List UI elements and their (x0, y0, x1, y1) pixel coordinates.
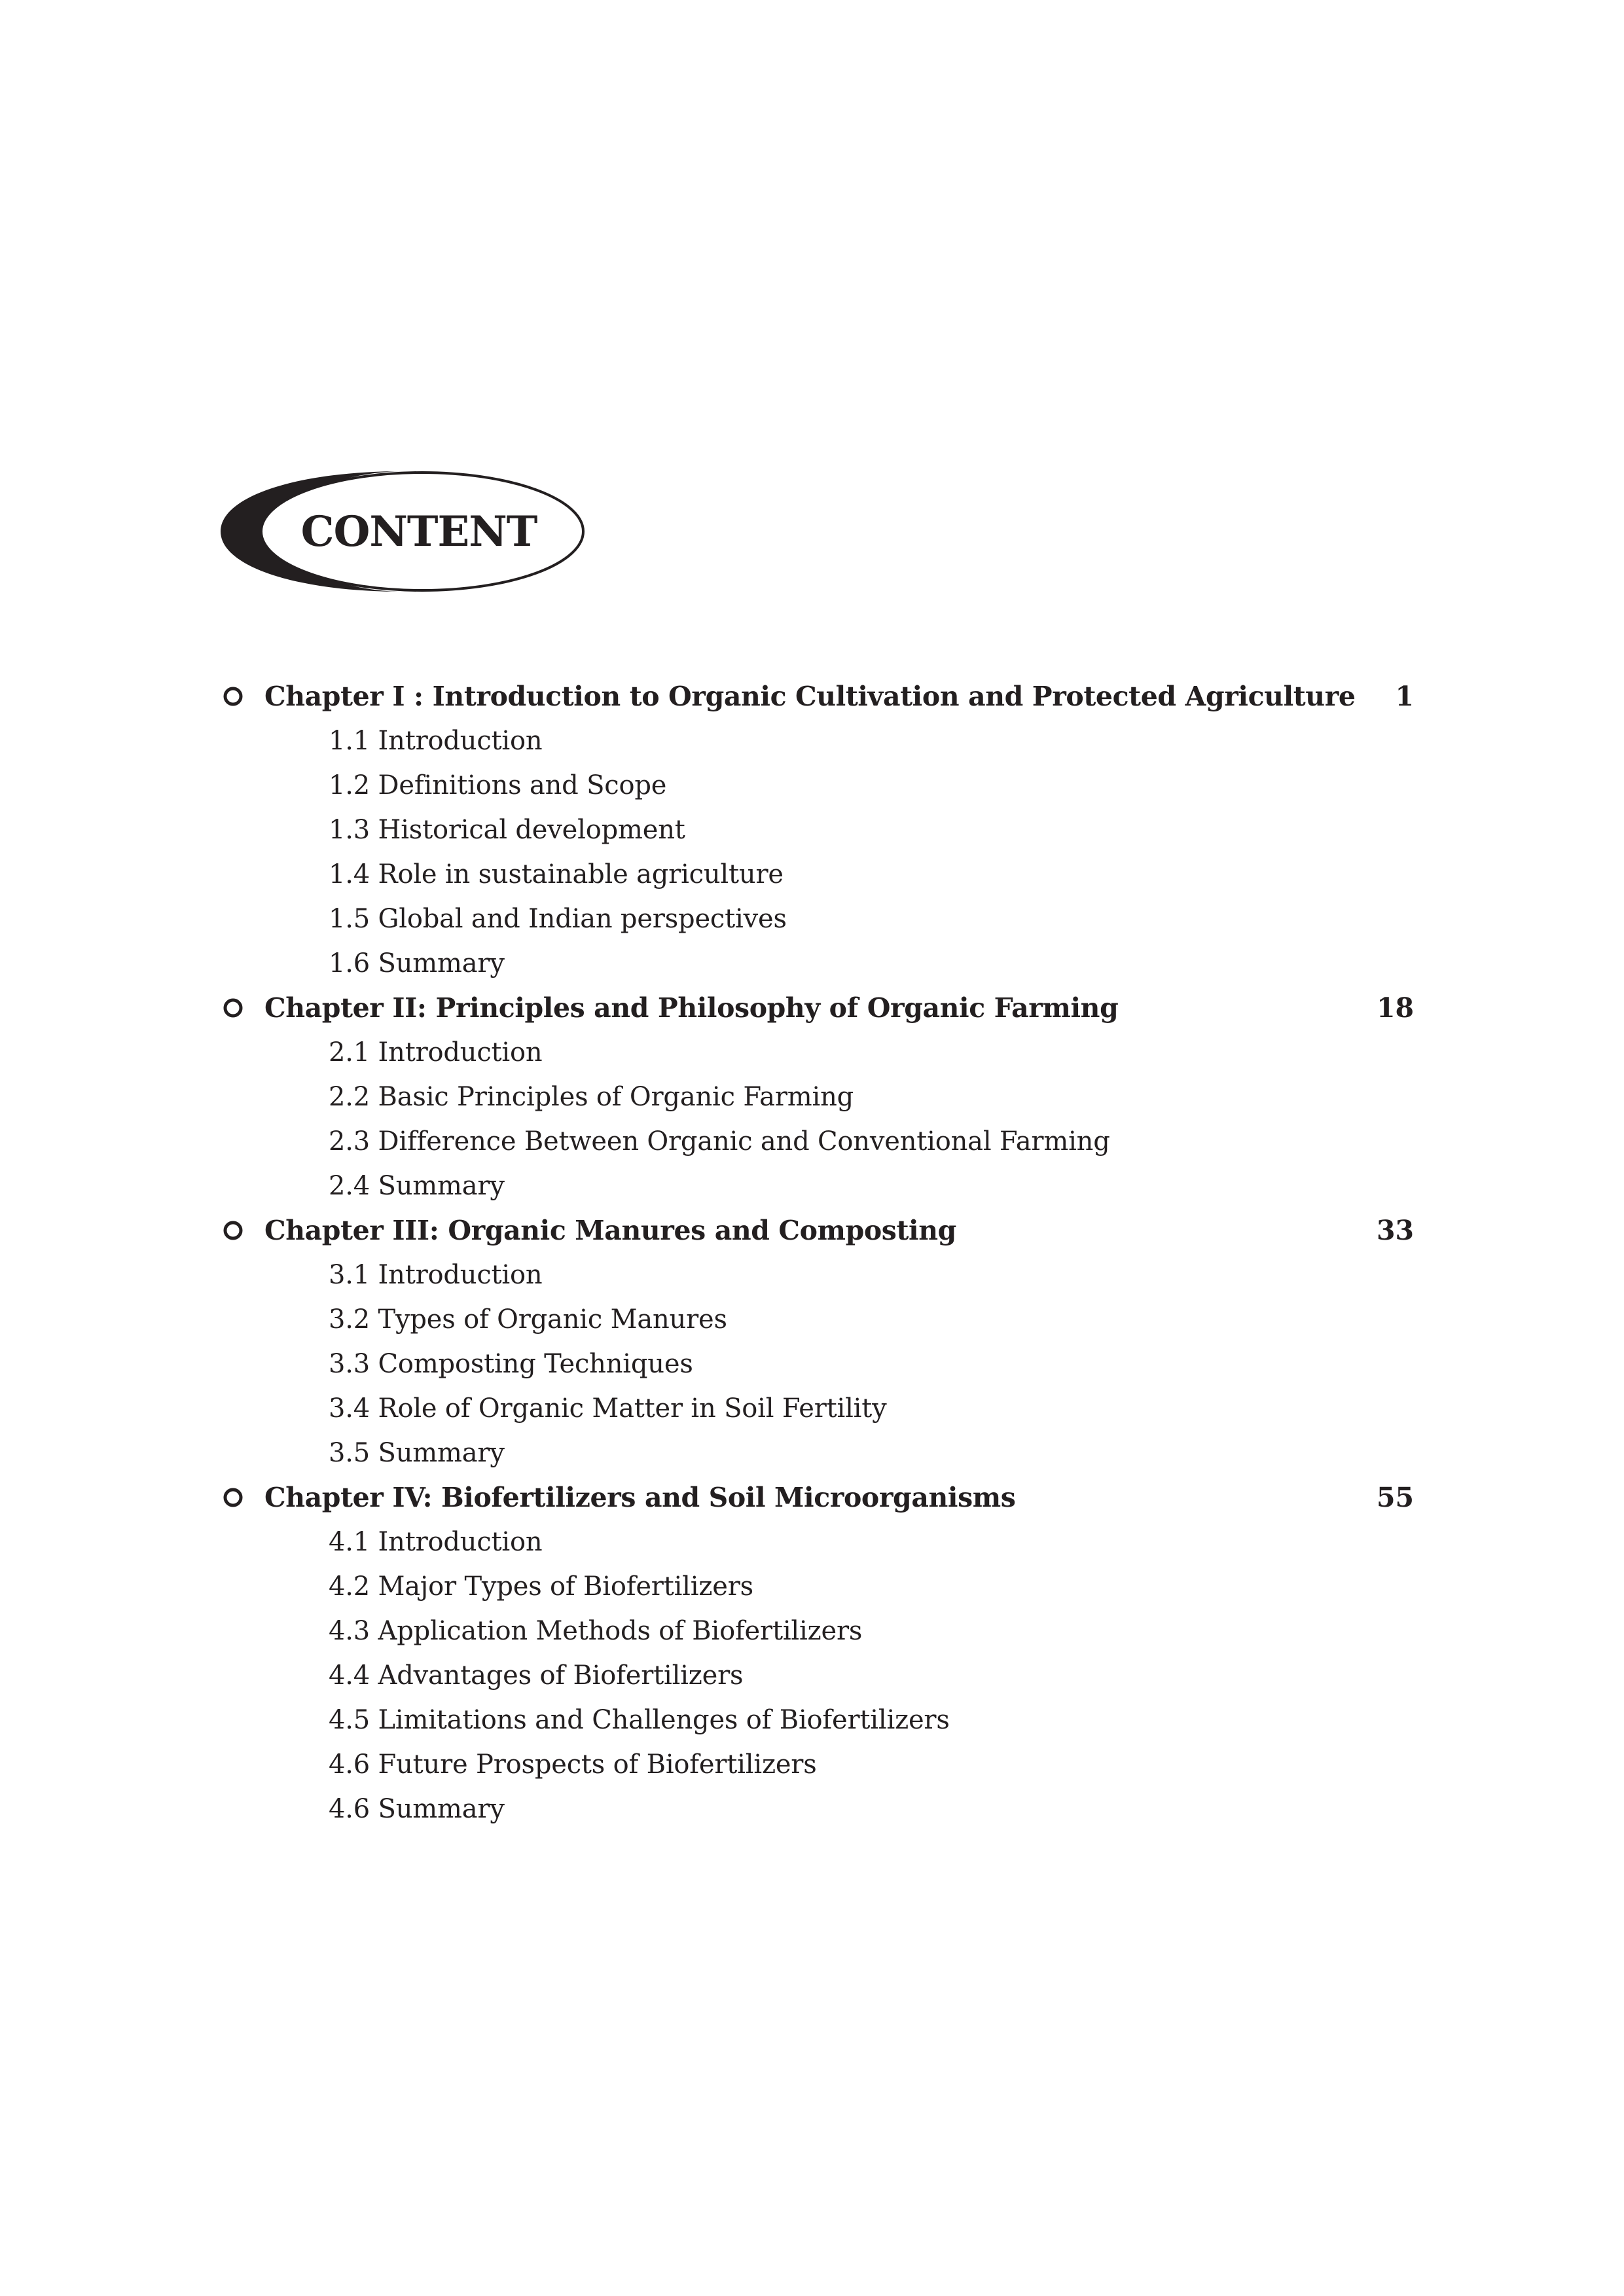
circle-bullet-icon (223, 1487, 244, 1508)
section-entry: 3.3 Composting Techniques (329, 1349, 693, 1379)
table-of-contents (216, 674, 1414, 1831)
contents-heading-badge (219, 470, 586, 593)
circle-bullet-icon (223, 997, 244, 1018)
chapter-title: Chapter I : Introduction to Organic Cultivation and Protected Agriculture (264, 681, 1356, 712)
section-entry: 2.3 Difference Between Organic and Conventional Farming (329, 1126, 1110, 1157)
chapter-entry (216, 674, 1414, 719)
section-entry: 1.1 Introduction (329, 726, 543, 756)
section-entry: 4.5 Limitations and Challenges of Biofertilizers (329, 1705, 950, 1735)
section-entry: 3.5 Summary (329, 1438, 505, 1468)
section-entry: 1.3 Historical development (329, 815, 685, 845)
chapter-page-number: 1 (1395, 681, 1414, 712)
chapter-title: Chapter III: Organic Manures and Composting (264, 1215, 956, 1246)
circle-bullet-icon (223, 1220, 244, 1241)
section-entry: 1.4 Role in sustainable agriculture (329, 859, 784, 889)
chapter-title: Chapter II: Principles and Philosophy of Organic Farming (264, 992, 1119, 1024)
chapter-page-number: 18 (1376, 992, 1414, 1024)
chapter-entry (216, 1208, 1414, 1253)
section-entry: 3.1 Introduction (329, 1260, 543, 1290)
page-title: CONTENT (300, 507, 537, 556)
chapter-page-number: 33 (1376, 1215, 1414, 1246)
section-entry: 1.2 Definitions and Scope (329, 770, 667, 800)
chapter-entry (216, 986, 1414, 1030)
section-entry: 4.6 Future Prospects of Biofertilizers (329, 1749, 817, 1780)
section-entry: 4.4 Advantages of Biofertilizers (329, 1660, 744, 1691)
section-entry: 4.3 Application Methods of Biofertilizers (329, 1616, 863, 1646)
section-entry: 1.6 Summary (329, 948, 505, 978)
section-entry: 4.1 Introduction (329, 1527, 543, 1557)
section-entry: 3.2 Types of Organic Manures (329, 1304, 727, 1335)
chapter-page-number: 55 (1376, 1482, 1414, 1513)
section-entry: 4.6 Summary (329, 1794, 505, 1824)
section-entry: 2.1 Introduction (329, 1037, 543, 1067)
section-entry: 1.5 Global and Indian perspectives (329, 904, 787, 934)
chapter-entry (216, 1475, 1414, 1520)
section-entry: 3.4 Role of Organic Matter in Soil Fertility (329, 1393, 887, 1424)
section-entry: 4.2 Major Types of Biofertilizers (329, 1571, 753, 1602)
circle-bullet-icon (223, 686, 244, 707)
chapter-title: Chapter IV: Biofertilizers and Soil Microorganisms (264, 1482, 1016, 1513)
section-entry: 2.2 Basic Principles of Organic Farming (329, 1082, 854, 1112)
section-entry: 2.4 Summary (329, 1171, 505, 1201)
